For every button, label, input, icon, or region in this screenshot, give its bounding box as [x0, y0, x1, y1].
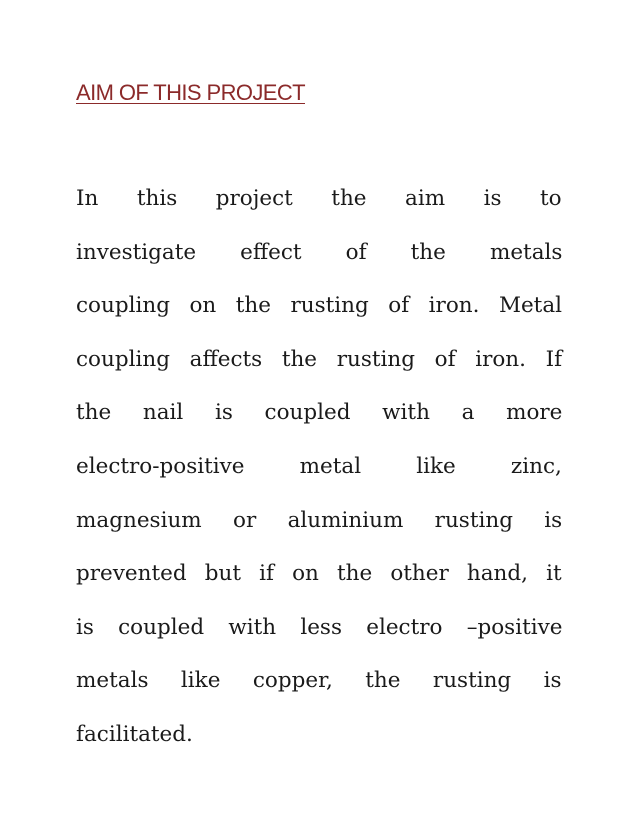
paragraph-line: facilitated.	[76, 721, 193, 747]
paragraph-line: is coupled with less electro –positive	[76, 614, 563, 640]
paragraph-line: magnesium or aluminium rusting is	[76, 507, 563, 533]
paragraph-line: prevented but if on the other hand, it	[76, 561, 562, 587]
paragraph-line: coupling on the rusting of iron. Metal	[76, 293, 563, 319]
section-heading: AIM OF THIS PROJECT	[76, 80, 305, 105]
body-paragraph	[76, 172, 562, 762]
paragraph-line: coupling affects the rusting of iron. If	[76, 346, 563, 372]
paragraph-line: the nail is coupled with a more	[76, 400, 563, 426]
paragraph-line: metals like copper, the rusting is	[76, 668, 562, 694]
paragraph-line: electro-positive metal like zinc,	[76, 453, 562, 479]
paragraph-line: investigate effect of the metals	[76, 239, 563, 265]
paragraph-line: In this project the aim is to	[76, 186, 562, 211]
